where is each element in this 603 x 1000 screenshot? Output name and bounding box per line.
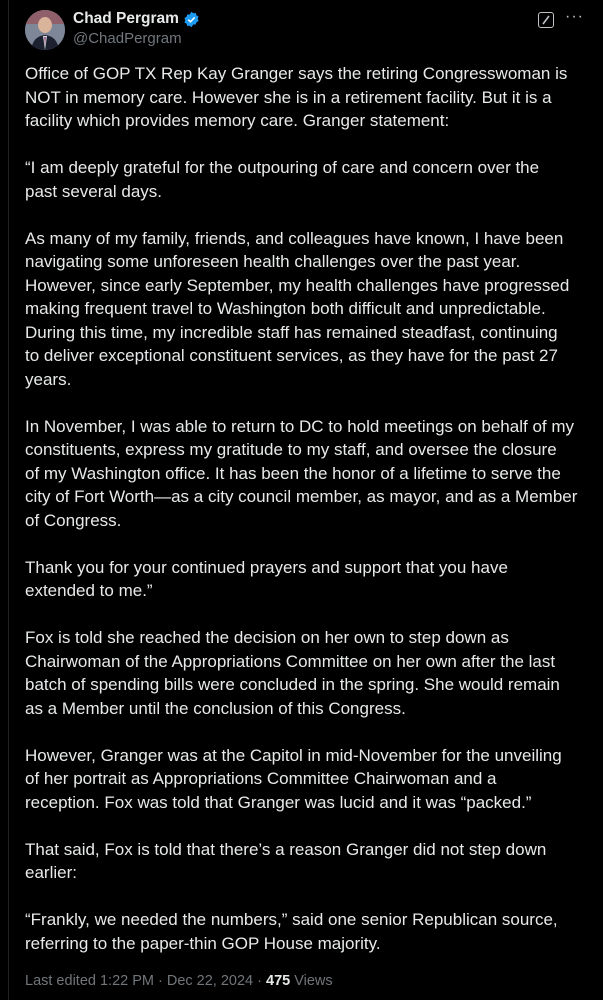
text-line: batch of spending bills were concluded in the spring. She would remain <box>25 675 560 694</box>
edited-timestamp[interactable]: Last edited 1:22 PM · Dec 22, 2024 · <box>25 973 266 989</box>
text-line: to deliver exceptional constituent services, as they have for the past 27 <box>25 346 558 365</box>
tweet-paragraph <box>25 626 577 720</box>
tweet-paragraph <box>25 556 577 603</box>
author-handle[interactable]: @ChadPergram <box>73 30 182 47</box>
text-line: However, Granger was at the Capitol in mid-November for the unveiling <box>25 745 562 765</box>
text-line: Fox is told she reached the decision on her own to step down as <box>25 628 509 647</box>
tweet-paragraph <box>25 227 577 392</box>
text-line: as a Member until the conclusion of this Congress. <box>25 698 406 718</box>
thread-line <box>8 0 9 1000</box>
text-line: Office of GOP TX Rep Kay Granger says the retiring Congresswoman is <box>25 64 568 83</box>
text-line: years. <box>25 369 72 389</box>
text-line: As many of my family, friends, and colleagues have known, I have been <box>25 228 564 248</box>
text-line: In November, I was able to return to DC to hold meetings on behalf of my <box>25 416 575 436</box>
text-line: “Frankly, we needed the numbers,” said one senior Republican source, <box>25 910 558 929</box>
tweet-paragraph <box>25 838 577 885</box>
text-line: facility which provides memory care. Granger statement: <box>25 111 450 130</box>
text-line: making frequent travel to Washington both difficult and unpredictable. <box>25 299 546 318</box>
text-line: That said, Fox is told that there’s a reason Granger did not step down <box>25 839 547 859</box>
text-line: NOT in memory care. However she is in a retirement facility. But it is a <box>25 87 552 107</box>
author-name[interactable]: Chad Pergram <box>73 10 200 28</box>
views-label: Views <box>290 973 333 989</box>
text-line: navigating some unforeseen health challenges over the past year. <box>25 252 521 271</box>
tweet-paragraph <box>25 908 577 955</box>
text-line: earlier: <box>25 863 77 882</box>
text-line: Chairwoman of the Appropriations Committee on her own after the last <box>25 651 556 671</box>
text-line: Thank you for your continued prayers and support that you have <box>25 557 508 577</box>
more-icon[interactable]: ··· <box>565 8 584 25</box>
tweet-paragraph <box>25 156 577 203</box>
grok-icon[interactable] <box>538 12 554 28</box>
text-line: of her portrait as Appropriations Committee Chairwoman and a <box>25 769 497 788</box>
text-line: reception. Fox was told that Granger was lucid and it was “packed.” <box>25 792 532 812</box>
text-line: constituents, express my gratitude to my staff, and oversee the closure <box>25 440 557 459</box>
text-line: past several days. <box>25 181 163 201</box>
text-line: of Congress. <box>25 510 122 530</box>
text-line: referring to the paper-thin GOP House majority. <box>25 933 381 953</box>
tweet-paragraph <box>25 415 577 533</box>
avatar[interactable] <box>25 10 65 50</box>
text-line: city of Fort Worth—as a city council member, as mayor, and as a Member <box>25 487 578 506</box>
tweet-text <box>25 62 577 979</box>
tweet-paragraph <box>25 744 577 815</box>
verified-badge-icon <box>183 11 200 28</box>
text-line: However, since early September, my health challenges have progressed <box>25 275 570 295</box>
tweet-paragraph <box>25 62 577 133</box>
text-line: “I am deeply grateful for the outpouring of care and concern over the <box>25 158 540 177</box>
views-count: 475 <box>266 973 291 989</box>
text-line: of my Washington office. It has been the honor of a lifetime to serve the <box>25 463 561 483</box>
text-line: extended to me.” <box>25 581 153 600</box>
text-line: During this time, my incredible staff has remained steadfast, continuing <box>25 322 558 342</box>
tweet-meta <box>25 973 333 989</box>
